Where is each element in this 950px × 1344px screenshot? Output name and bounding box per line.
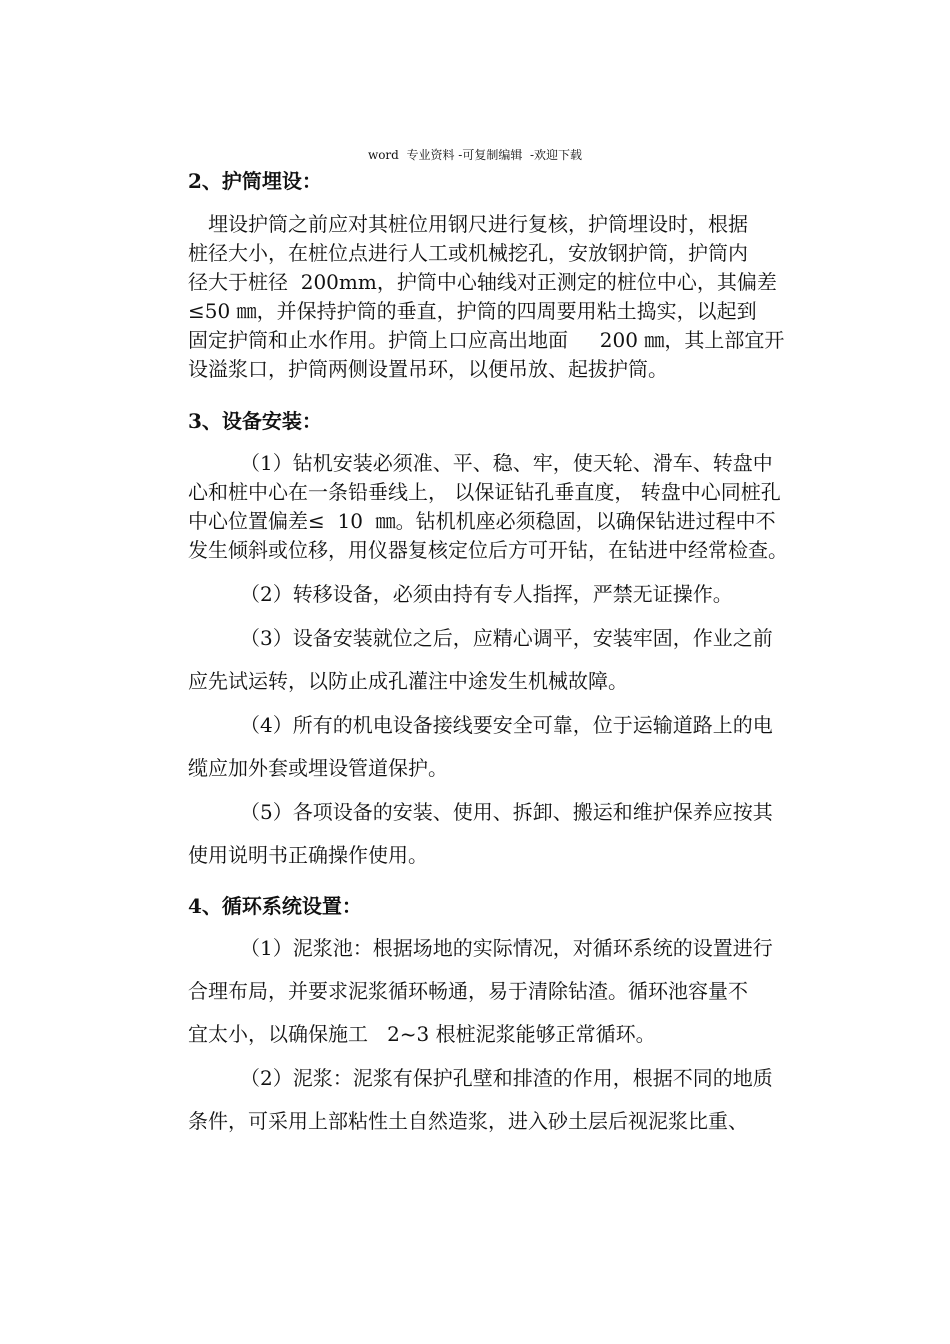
text-line: 设溢浆口，护筒两侧设置吊环，以便吊放、起拔护筒。 (188, 357, 668, 381)
paragraph (188, 624, 858, 696)
paragraph (188, 711, 858, 783)
text-line: 固定护筒和止水作用。护筒上口应高出地面 200 ㎜，其上部宜开 (188, 328, 785, 352)
text-line: （2）泥浆：泥浆有保护孔壁和排渣的作用，根据不同的地质 (240, 1066, 773, 1090)
text-line: （1）钻机安装必须准、平、稳、牢，使天轮、滑车、转盘中 (240, 451, 773, 475)
text-line: （1）泥浆池：根据场地的实际情况，对循环系统的设置进行 (240, 936, 773, 960)
section-4 (188, 892, 858, 1136)
text-line: （3）设备安装就位之后，应精心调平，安装牢固，作业之前 (240, 626, 773, 650)
text-line: 桩径大小，在桩位点进行人工或机械挖孔，安放钢护筒，护筒内 (188, 241, 748, 265)
text-line: 宜太小，以确保施工 2~3 根桩泥浆能够正常循环。 (188, 1022, 656, 1046)
paragraph (188, 210, 858, 384)
text-line: 中心位置偏差≤ 10 ㎜。钻机机座必须稳固，以确保钻进过程中不 (188, 509, 776, 533)
section-2 (188, 167, 858, 384)
section-heading: 2、护筒埋设： (188, 169, 322, 193)
text-line: （4）所有的机电设备接线要安全可靠，位于运输道路上的电 (240, 713, 773, 737)
text-line: 发生倾斜或位移，用仪器复核定位后方可开钻，在钻进中经常检查。 (188, 538, 788, 562)
document-body (188, 167, 858, 1136)
text-line: 应先试运转，以防止成孔灌注中途发生机械故障。 (188, 669, 628, 693)
text-line: 埋设护筒之前应对其桩位用钢尺进行复核，护筒埋设时，根据 (208, 212, 748, 236)
paragraph (188, 798, 858, 870)
text-line: 径大于桩径 200mm，护筒中心轴线对正测定的桩位中心，其偏差 (188, 270, 777, 294)
paragraph (188, 449, 858, 565)
text-line: 使用说明书正确操作使用。 (188, 843, 428, 867)
section-3 (188, 407, 858, 870)
text-line: 缆应加外套或埋设管道保护。 (188, 756, 448, 780)
section-heading: 4、循环系统设置： (188, 894, 362, 918)
text-line: 条件，可采用上部粘性土自然造浆，进入砂土层后视泥浆比重、 (188, 1109, 748, 1133)
text-line: ≤50 ㎜，并保持护筒的垂直，护筒的四周要用粘土捣实，以起到 (188, 299, 757, 323)
paragraph (188, 580, 858, 609)
section-heading: 3、设备安装： (188, 409, 322, 433)
paragraph (188, 1064, 858, 1136)
text-line: 心和桩中心在一条铅垂线上， 以保证钻孔垂直度， 转盘中心同桩孔 (188, 480, 781, 504)
text-line: （5）各项设备的安装、使用、拆卸、搬运和维护保养应按其 (240, 800, 773, 824)
page-header: word 专业资料 -可复制编辑 -欢迎下载 (367, 148, 583, 162)
text-line: 合理布局，并要求泥浆循环畅通，易于清除钻渣。循环池容量不 (188, 979, 748, 1003)
paragraph (188, 934, 858, 1049)
text-line: （2）转移设备，必须由持有专人指挥，严禁无证操作。 (240, 582, 733, 606)
